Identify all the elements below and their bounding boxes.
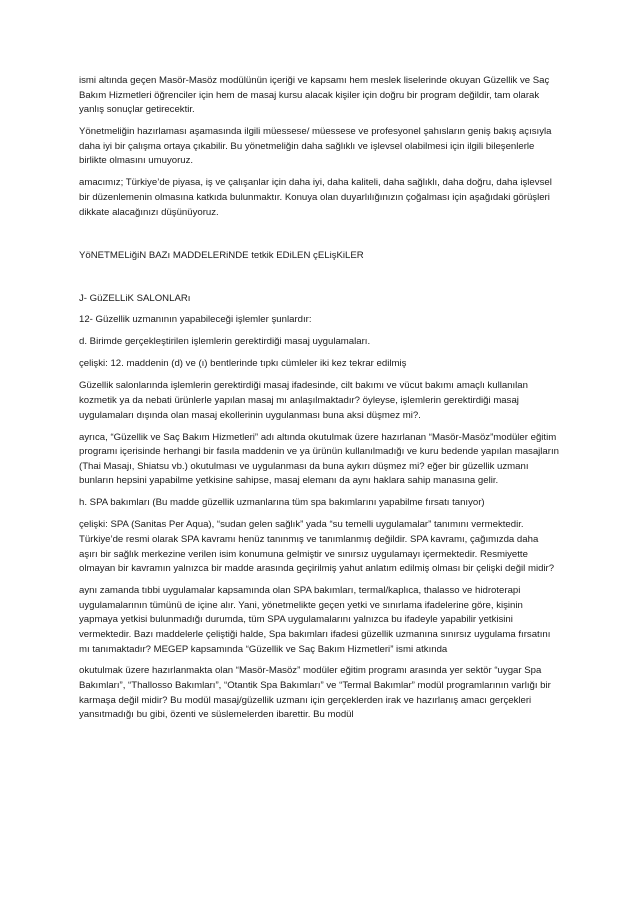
paragraph-article-12: 12- Güzellik uzmanının yapabileceği işlemler şunlardır: <box>79 314 312 326</box>
paragraph-regulation-prep: Yönetmeliğin hazırlaması aşamasında ilgili müessese/ müessese ve profesyonel şahısların geniş bakış açısıyla daha iyi bir çalışma ortaya çıkabilir. Bu yönetmeliğin daha sağlıklı ve işlevsel olabilmesi için ilgili bileşenlerle birlikte olmasını umuyoruz. <box>79 126 552 167</box>
paragraph-aim: amacımız; Türkiye’de piyasa, iş ve çalışanlar için daha iyi, daha kaliteli, daha sağlıklı, daha doğru, daha işlevsel bir düzenlemenin olmasına katkıda bulunmaktır. Konuya olan duyarlılığınızın çoğalması için aşağıdaki görüşleri dikkate alacağınızı düşünüyoruz. <box>79 177 552 218</box>
paragraph-item-d: d. Birimde gerçekleştirilen işlemlerin gerektirdiği masaj uygulamaları. <box>79 336 371 348</box>
paragraph-beauty-salon-massage: Güzellik salonlarında işlemlerin gerektirdiği masaj ifadesinde, cilt bakımı ve vücut bakımı amaçlı kullanılan kozmetik ya da nebati ürünlerle yapılan masaj mı anlaşılmaktadır? öyleyse, işlemlerin gerektirdiği masaj uygulamaları dışında olan masaj ekollerinin uygulanması buna aksi düşmez mi?. <box>79 380 528 421</box>
document-page <box>79 74 559 730</box>
paragraph-contradiction-1: çelişki: 12. maddenin (d) ve (ı) bentlerinde tıpkı cümleler iki kez tekrar edilmiş <box>79 358 407 370</box>
section-heading: YöNETMELiğiN BAZı MADDELERiNDE tetkik EDiLEN çELişKiLER <box>79 249 364 261</box>
subsection-heading: J- GüZELLiK SALONLARı <box>79 292 191 304</box>
spacer <box>79 271 559 292</box>
paragraph-moreover: ayrıca, “Güzellik ve Saç Bakım Hizmetleri” adı altında okutulmak üzere hazırlanan “Masör-Masöz”modüler eğitim programı içerisinde herhangi bir fasıla maddenin ve ya ürünün kullanılmadığı ve kuru bedende yapılan masajların (Thai Masajı, Shiatsu vb.) okutulması ve uygulanması da buna aykırı düşmez mi? eğer bir güzellik uzmanı bunların hepsini yapabilme yetkisine sahipse, masaj elemanı da aynı haklara sahip manasına gelir. <box>79 431 559 487</box>
paragraph-item-h: h. SPA bakımları (Bu madde güzellik uzmanlarına tüm spa bakımlarını yapabilme fırsatı tanıyor) <box>79 497 485 509</box>
spacer <box>79 228 559 249</box>
paragraph-modules: okutulmak üzere hazırlanmakta olan “Masör-Masöz” modüler eğitim programı arasında yer sektör “uygar Spa Bakımları”, “Thallosso Bakımları”, “Otantik Spa Bakımları” ve “Termal Bakımlar” modül programlarının varlığı bir karmaşa değil midir? Bu modül masaj/güzellik uzmanı için gerçeklerden irak ve hazırlanış amacı gerçekleri yansıtmadığı bu gibi, özenti ve süslemelerden ibarettir. Bu modül <box>79 665 551 721</box>
paragraph-medical-spa: aynı zamanda tıbbi uygulamalar kapsamında olan SPA bakımları, termal/kaplıca, thalasso ve hidroterapi uygulamalarının tümünü de içine alır. Yani, yönetmelikte geçen yetki ve sınırlama ifadelerine göre, kişinin yapmaya yetkisi bulunmadığı durumda, tüm SPA uygulamalarını yalnızca bu ifadeyle yapabilir yetkisini vermektedir. Bazı maddelerle çeliştiği halde, Spa bakımları ifadesi güzellik uzmanına sınırsız uygulama fırsatını mı tanımaktadır? MEGEP kapsamında “Güzellik ve Saç Bakım Hizmetleri” ismi atkında <box>79 585 551 655</box>
paragraph-contradiction-spa: çelişki: SPA (Sanitas Per Aqua), “sudan gelen sağlık” yada “su temelli uygulamalar” tanımını vermektedir. Türkiye’de resmi olarak SPA kavramı henüz tanınmış ve tanımlanmış değildir. SPA kavramı, çağımızda daha aşırı bir sağlık merkezine verilen isim konumuna gelmiştir ve sınırsız uygulamayı içermektedir. Resmiyette olmayan bir kavramın yalnızca bir madde arasında geçirilmiş yahut anlatım edilmiş olması bir çelişki değil midir? <box>79 519 555 575</box>
paragraph-intro: ismi altında geçen Masör-Masöz modülünün içeriği ve kapsamı hem meslek liselerinde okuyan Güzellik ve Saç Bakım Hizmetleri öğrenciler için hem de masaj kursu alacak kişiler için doğru bir program değildir, tam olarak yanlış sonuçlar getirecektir. <box>79 75 550 116</box>
